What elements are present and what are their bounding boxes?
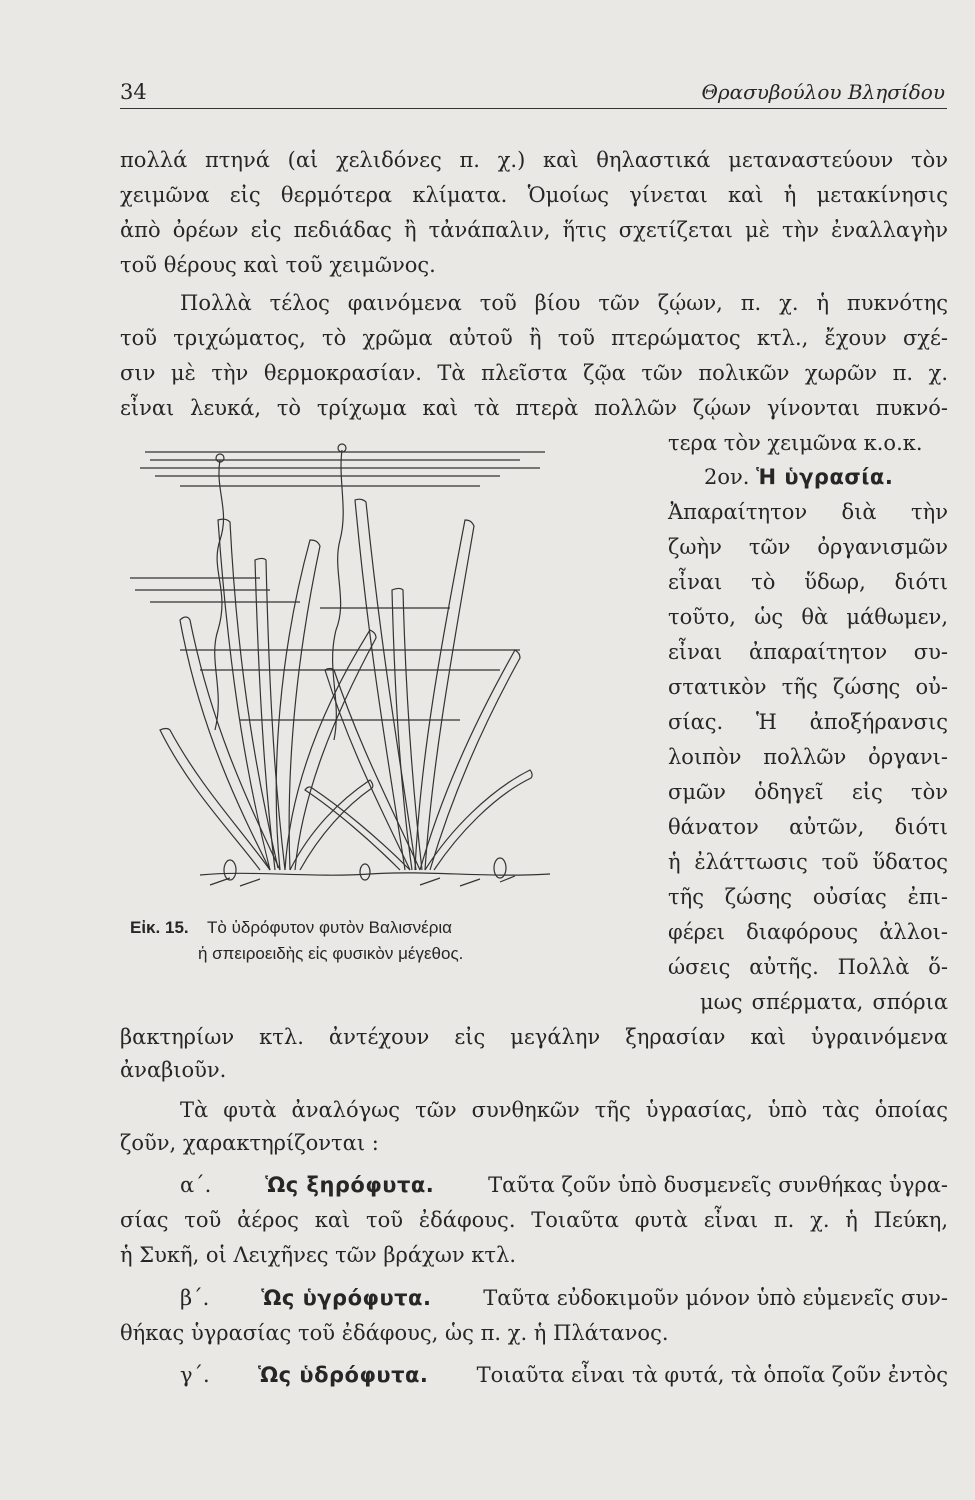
text-line: Ταῦτα εὐδοκιμοῦν μόνον ὑπὸ εὐμενεῖς συν- xyxy=(483,1286,948,1310)
text-line: Πολλὰ τέλος φαινόμενα τοῦ βίου τῶν ζῴων, π. χ. ἡ πυκνότης xyxy=(180,291,948,315)
section-title: Ἡ ὑγρασία. xyxy=(756,465,894,489)
text-line: Τὰ φυτὰ ἀναλόγως τῶν συνθηκῶν τῆς ὑγρασίας, ὑπὸ τὰς ὁποίας xyxy=(180,1098,948,1122)
list-item xyxy=(180,1360,948,1390)
section-heading xyxy=(704,462,893,492)
page-header xyxy=(120,80,945,108)
text-line: τοῦ τριχώματος, τὸ χρῶμα αὐτοῦ ἢ τοῦ πτερώματος κτλ., ἔχουν σχέ- xyxy=(120,326,948,350)
text-line: Ταῦτα ζοῦν ὑπὸ δυσμενεῖς συνθήκας ὑγρα- xyxy=(488,1173,948,1197)
text-line: Τοιαῦτα εἶναι τὰ φυτά, τὰ ὁποῖα ζοῦν ἐντὸς xyxy=(476,1363,948,1387)
text-line: σίας τοῦ ἀέρος καὶ τοῦ ἐδάφους. Τοιαῦτα φυτὰ εἶναι π. χ. ἡ Πεύκη, xyxy=(120,1208,948,1232)
figure-caption-line: Τὸ ὑδρόφυτον φυτὸν Βαλισνέρια xyxy=(207,918,452,937)
list-item xyxy=(180,1170,948,1200)
list-item-title: Ὡς ὑδρόφυτα. xyxy=(258,1363,429,1387)
text-line: τερα τὸν χειμῶνα κ.ο.κ. xyxy=(668,431,923,455)
text-line: βακτηρίων κτλ. ἀντέχουν εἰς μεγάλην ξηρασίαν καὶ ὑγραινόμενα xyxy=(120,1025,948,1049)
text-line: στατικὸν τῆς ζώσης οὐ- xyxy=(668,675,948,699)
list-item-number: γ΄. xyxy=(180,1363,210,1387)
text-line: σμῶν ὁδηγεῖ εἰς τὸν xyxy=(668,780,948,804)
text-line: τῆς ζώσης οὐσίας ἐπι- xyxy=(668,885,948,909)
text-line: σιν μὲ τὴν θερμοκρασίαν. Τὰ πλεῖστα ζῷα τῶν πολικῶν χωρῶν π. χ. xyxy=(120,361,948,385)
list-item-number: β΄. xyxy=(180,1286,210,1310)
figure-caption-line: ἡ σπειροειδὴς εἰς φυσικὸν μέγεθος. xyxy=(198,944,464,963)
text-line: τοῦ θέρους καὶ τοῦ χειμῶνος. xyxy=(120,253,436,277)
text-line: φέρει διαφόρους ἀλλοι- xyxy=(668,920,948,944)
text-line: τοῦτο, ὡς θὰ μάθωμεν, xyxy=(668,605,948,629)
text-line: ζωὴν τῶν ὀργανισμῶν xyxy=(668,535,948,559)
vallisneria-illustration xyxy=(120,430,665,908)
text-line: πολλά πτηνά (αἱ χελιδόνες π. χ.) καὶ θηλαστικά μεταναστεύουν τὸν xyxy=(120,148,948,172)
list-item-title: Ὡς ὑγρόφυτα. xyxy=(261,1286,432,1310)
figure-caption xyxy=(130,918,675,938)
text-line: μως σπέρματα, σπόρια xyxy=(700,990,948,1014)
text-line: λοιπὸν πολλῶν ὀργανι- xyxy=(668,745,948,769)
text-line: εἶναι ἀπαραίτητον συ- xyxy=(668,640,948,664)
page-number: 34 xyxy=(120,80,147,104)
text-line: ώσεις αὐτῆς. Πολλὰ ὅ- xyxy=(668,955,948,979)
text-line: ἡ ἐλάττωσις τοῦ ὕδατος xyxy=(668,850,948,874)
section-number: 2ον. xyxy=(704,465,750,489)
text-line: θάνατον αὐτῶν, διότι xyxy=(668,815,948,839)
text-line: ἀπὸ ὀρέων εἰς πεδιάδας ἢ τἀνάπαλιν, ἥτις σχετίζεται μὲ τὴν ἐναλλαγὴν xyxy=(120,218,948,242)
list-item-number: α΄. xyxy=(180,1173,212,1197)
text-line: σίας. Ἡ ἀποξήρανσις xyxy=(668,710,948,734)
text-line: εἶναι τὸ ὕδωρ, διότι xyxy=(668,570,948,594)
running-title: Θρασυβούλου Βλησίδου xyxy=(701,80,945,104)
text-line: ἀναβιοῦν. xyxy=(120,1058,227,1082)
header-rule xyxy=(120,108,947,109)
list-item xyxy=(180,1283,948,1313)
text-line: εἶναι λευκά, τὸ τρίχωμα καὶ τὰ πτερὰ πολλῶν ζῴων γίνονται πυκνό- xyxy=(120,396,948,420)
text-line: Ἀπαραίτητον διὰ τὴν xyxy=(668,500,948,524)
text-line: θήκας ὑγρασίας τοῦ ἐδάφους, ὡς π. χ. ἡ Πλάτανος. xyxy=(120,1321,669,1345)
list-item-title: Ὡς ξηρόφυτα. xyxy=(265,1173,435,1197)
text-line: ζοῦν, χαρακτηρίζονται : xyxy=(120,1131,379,1155)
text-line: χειμῶνα εἰς θερμότερα κλίματα. Ὁμοίως γίνεται καὶ ἡ μετακίνησις xyxy=(120,183,948,207)
figure-label: Εἰκ. 15. xyxy=(130,918,189,937)
text-line: ἡ Συκῆ, οἱ Λειχῆνες τῶν βράχων κτλ. xyxy=(120,1243,517,1267)
